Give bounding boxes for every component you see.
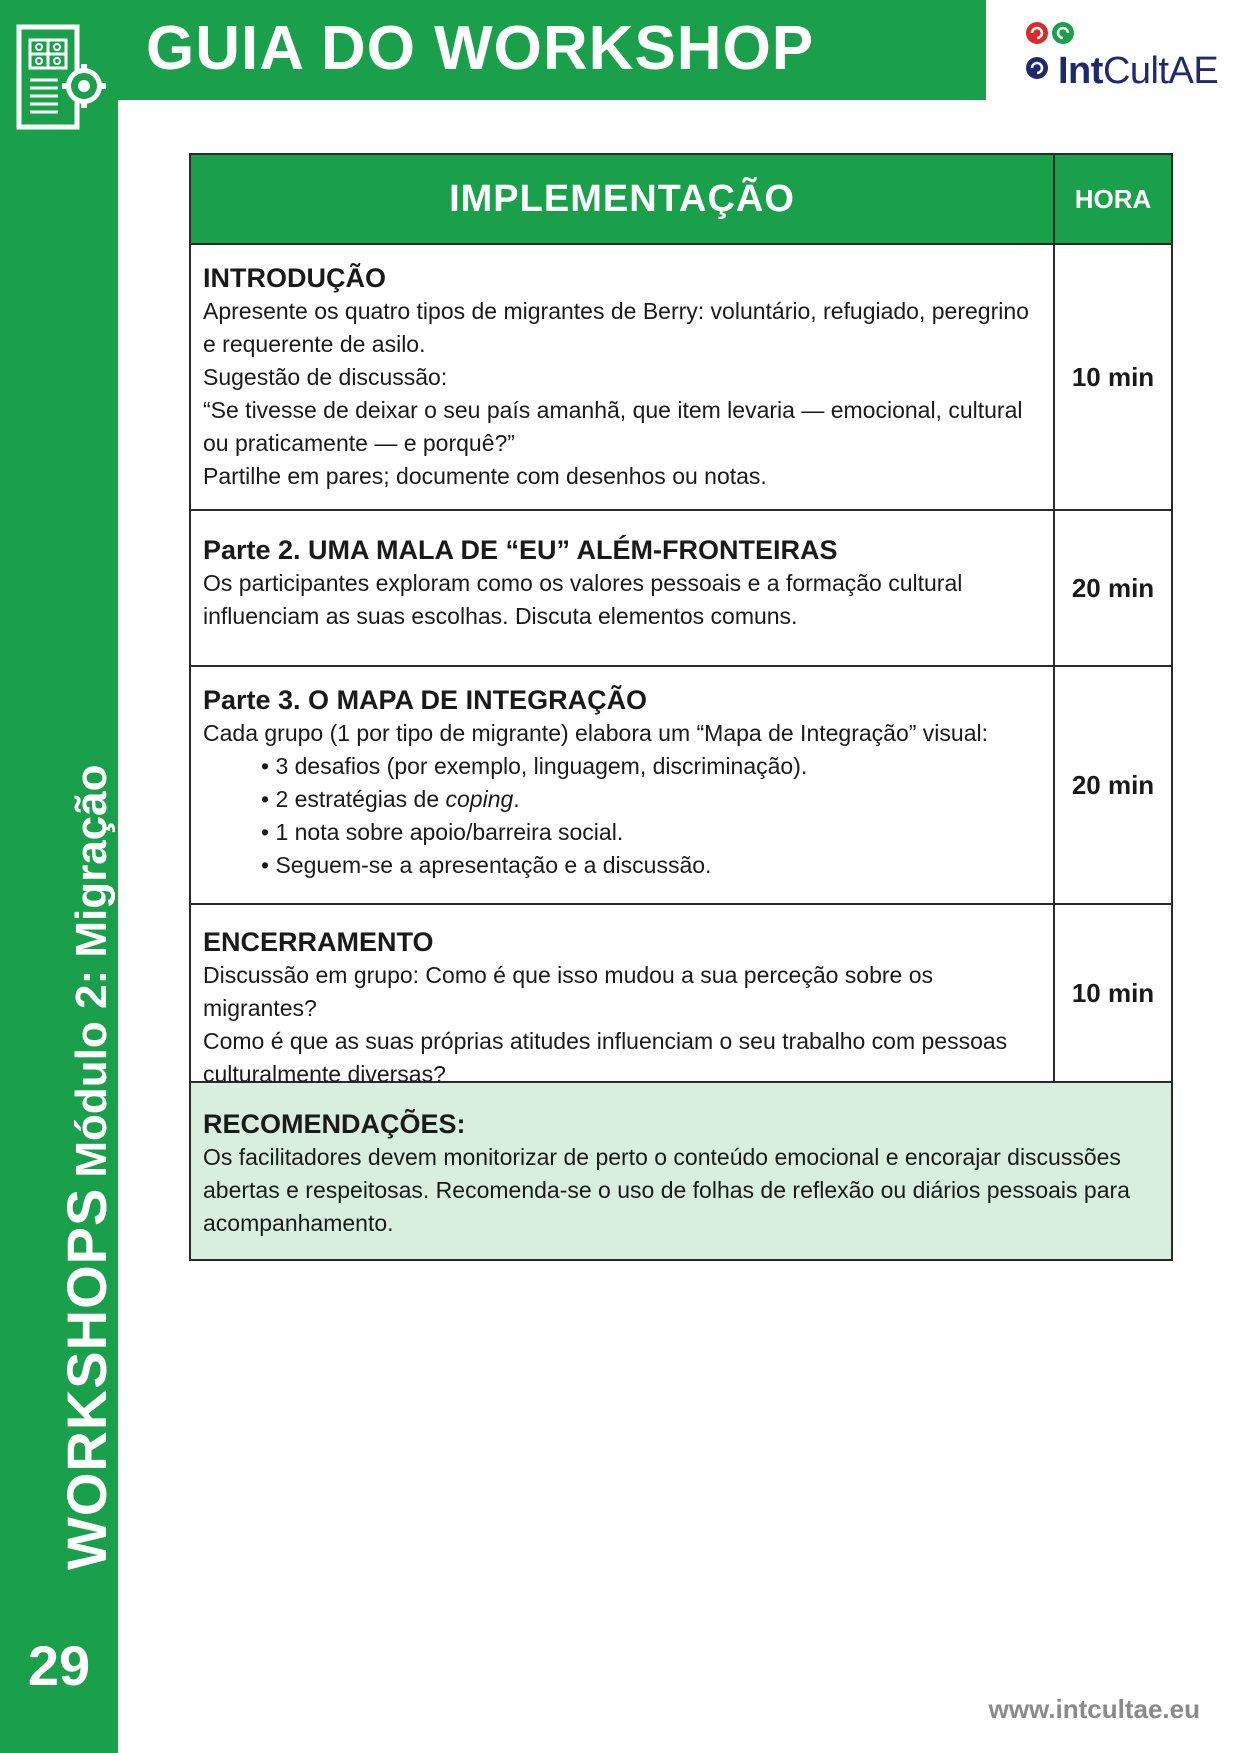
recommendations-content [191,1083,1171,1259]
section-title: Parte 3. O MAPA DE INTEGRAÇÃO [203,685,648,715]
logo-wordmark [1058,52,1218,90]
section-title: ENCERRAMENTO [203,927,434,957]
section-line: Sugestão de discussão: [203,364,448,390]
website-link[interactable]: www.intcultae.eu [988,1694,1200,1724]
header-implementation: IMPLEMENTAÇÃO [449,177,795,220]
page-number: 29 [27,1634,91,1697]
bullet-item: • 1 nota sobre apoio/barreira social. [261,819,624,845]
sidebar [0,0,118,1753]
row-time: 10 min [1053,905,1171,1081]
bullet-item [261,783,1041,816]
row-time: 20 min [1053,667,1171,903]
row-content [191,245,1053,509]
table-row [191,667,1171,905]
section-title: INTRODUÇÃO [203,263,386,293]
recommendations-title: RECOMENDAÇÕES: [203,1109,466,1139]
bullet-item: • Seguem-se a apresentação e a discussão. [261,852,712,878]
bullet-item: • 3 desafios (por exemplo, linguagem, discriminação). [261,753,808,779]
table-row [191,245,1171,511]
row-content [191,667,1053,903]
section-line: culturalmente diversas? [203,1061,446,1087]
section-line: Como é que as suas próprias atitudes influenciam o seu trabalho com pessoas [203,1028,1008,1054]
recommendations-line: abertas e respeitosas. Recomenda-se o uso de folhas de reflexão ou diários pessoais para [203,1177,1130,1203]
recommendations-row [191,1083,1171,1259]
section-line: Os participantes exploram como os valores pessoais e a formação cultural [203,570,963,596]
section-title: Parte 2. UMA MALA DE “EU” ALÉM-FRONTEIRAS [203,535,838,565]
section-line: Apresente os quatro tipos de migrantes de Berry: voluntário, refugiado, peregrino [203,298,1029,324]
row-content [191,905,1053,1087]
table-row [191,905,1171,1087]
bullet-end: . [513,786,520,812]
intcultae-logo [1024,18,1219,92]
section-line: e requerente de asilo. [203,331,426,357]
section-line: Discussão em grupo: Como é que isso mudou a sua perceção sobre os migrantes? [203,962,934,1021]
section-line: influenciam as suas escolhas. Discuta elementos comuns. [203,603,798,629]
bullet-text: • 2 estratégias de [261,786,446,812]
section-line: “Se tivesse de deixar o seu país amanhã, que item levaria — emocional, cultural [203,397,1023,423]
page-title: GUIA DO WORKSHOP [146,14,815,83]
section-line: Cada grupo (1 por tipo de migrante) elabora um “Mapa de Integração” visual: [203,720,988,746]
bullet-italic: coping [445,786,514,812]
logo-text-regular: CultAE [1102,50,1219,92]
section-line: Partilhe em pares; documente com desenhos ou notas. [203,463,767,489]
header-time: HORA [1053,155,1171,243]
row-content [191,511,1053,665]
recommendations-line: acompanhamento. [203,1210,394,1236]
row-time: 20 min [1053,511,1171,665]
row-time: 10 min [1053,245,1171,509]
workshop-guide-icon [16,24,106,132]
section-line: ou praticamente — e porquê?” [203,430,515,456]
table-header-row [191,155,1171,245]
logo-text-bold: Int [1058,50,1103,92]
workshops-label: WORKSHOPS [55,1187,118,1570]
table-row [191,511,1171,667]
recommendations-line: Os facilitadores devem monitorizar de perto o conteúdo emocional e encorajar discussões [203,1144,1121,1170]
implementation-table [189,153,1173,1261]
module-label: Módulo 2: Migração [67,764,116,1178]
